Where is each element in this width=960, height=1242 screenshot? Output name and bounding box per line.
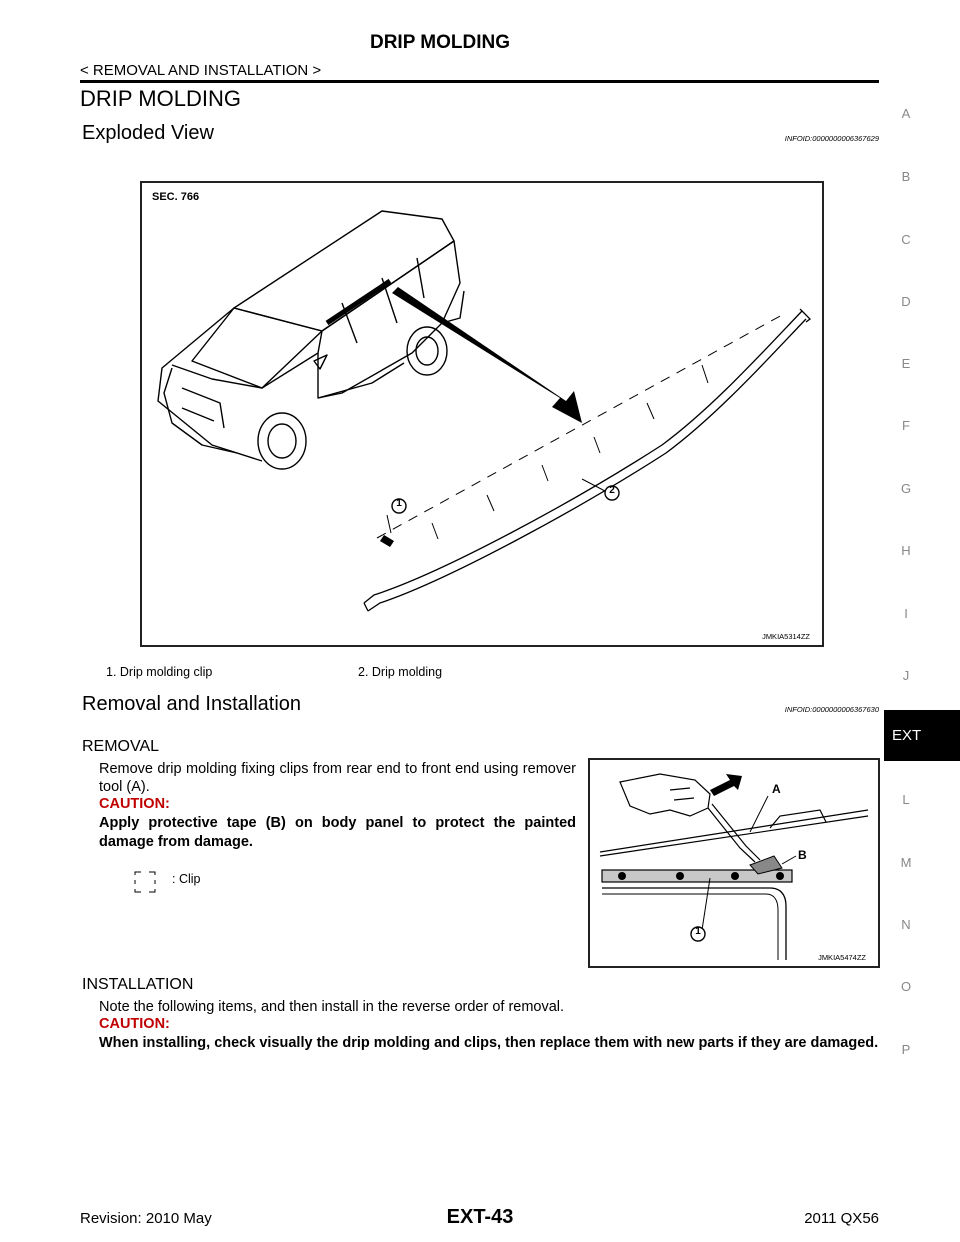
index-letter-d[interactable]: D (901, 294, 911, 309)
hand-with-tool (620, 774, 760, 862)
index-letter-p[interactable]: P (901, 1042, 911, 1057)
index-letter-e[interactable]: E (901, 356, 911, 371)
installation-text: Note the following items, and then install in the reverse order of removal. (99, 999, 565, 1015)
footer-model: 2011 QX56 (804, 1210, 879, 1227)
removal-caution-label: CAUTION: (99, 796, 170, 812)
legend-item-1: 1. Drip molding clip (106, 665, 213, 679)
direction-arrow-icon (710, 774, 742, 796)
index-letter-f[interactable]: F (902, 418, 910, 433)
index-letter-i[interactable]: I (904, 606, 908, 621)
footer-revision: Revision: 2010 May (80, 1210, 212, 1227)
callout-2: 2 (609, 485, 615, 496)
callout-1: 1 (396, 498, 402, 509)
index-letter-b[interactable]: B (901, 169, 911, 184)
removal-figure (588, 758, 880, 968)
index-letter-a[interactable]: A (901, 106, 911, 121)
figure-id: JMKIA5474ZZ (818, 953, 866, 962)
sec-label: SEC. 766 (152, 191, 200, 203)
removal-heading: REMOVAL (82, 738, 160, 755)
removal-caution-text: Apply protective tape (B) on body panel to protect the painted damage from damage. (99, 815, 576, 850)
installation-caution-text: When installing, check visually the drip molding and clips, then replace them with new parts if they are damaged. (99, 1035, 879, 1051)
installation-caution-label: CAUTION: (99, 1016, 170, 1032)
section-title: DRIP MOLDING (80, 86, 241, 111)
index-letter-n[interactable]: N (901, 917, 911, 932)
removal-installation-infoid: INFOID:0000000006367630 (784, 705, 879, 714)
footer-page-number: EXT-43 (446, 1206, 514, 1228)
index-letter-l[interactable]: L (902, 792, 910, 807)
vehicle-outline (158, 211, 464, 469)
label-a: A (772, 782, 781, 796)
roof-panel (600, 810, 868, 856)
index-tab-ext-active[interactable]: EXT (884, 710, 960, 761)
document-title: DRIP MOLDING (369, 32, 511, 53)
clip-removal-drawing (590, 760, 878, 966)
index-letter-j[interactable]: J (902, 668, 910, 683)
exploded-view-heading: Exploded View (82, 122, 214, 144)
breadcrumb: < REMOVAL AND INSTALLATION > (80, 62, 322, 79)
drip-molding-clip (380, 515, 394, 547)
removal-text: Remove drip molding fixing clips from rear end to front end using remover tool (A). (99, 761, 576, 795)
drip-molding-exploded-drawing (142, 183, 822, 645)
figure-id: JMKIA5314ZZ (762, 632, 810, 641)
removal-installation-heading: Removal and Installation (82, 693, 302, 715)
drip-molding-part (364, 309, 810, 611)
exploded-view-figure (140, 181, 824, 647)
drip-molding-highlight (327, 281, 390, 323)
installation-heading: INSTALLATION (82, 976, 194, 993)
arrow-icon (392, 287, 582, 423)
header-rule (80, 80, 879, 83)
index-letter-m[interactable]: M (900, 855, 912, 870)
index-letter-g[interactable]: G (900, 481, 912, 496)
legend-item-2: 2. Drip molding (358, 665, 443, 679)
clip-legend: : Clip (172, 872, 201, 886)
exploded-view-infoid: INFOID:0000000006367629 (784, 134, 879, 143)
callout-1: 1 (695, 926, 701, 937)
index-letter-o[interactable]: O (900, 979, 912, 994)
clip-symbol-icon (134, 871, 156, 893)
index-letter-c[interactable]: C (901, 232, 911, 247)
index-letter-h[interactable]: H (901, 543, 911, 558)
label-b: B (798, 848, 807, 862)
